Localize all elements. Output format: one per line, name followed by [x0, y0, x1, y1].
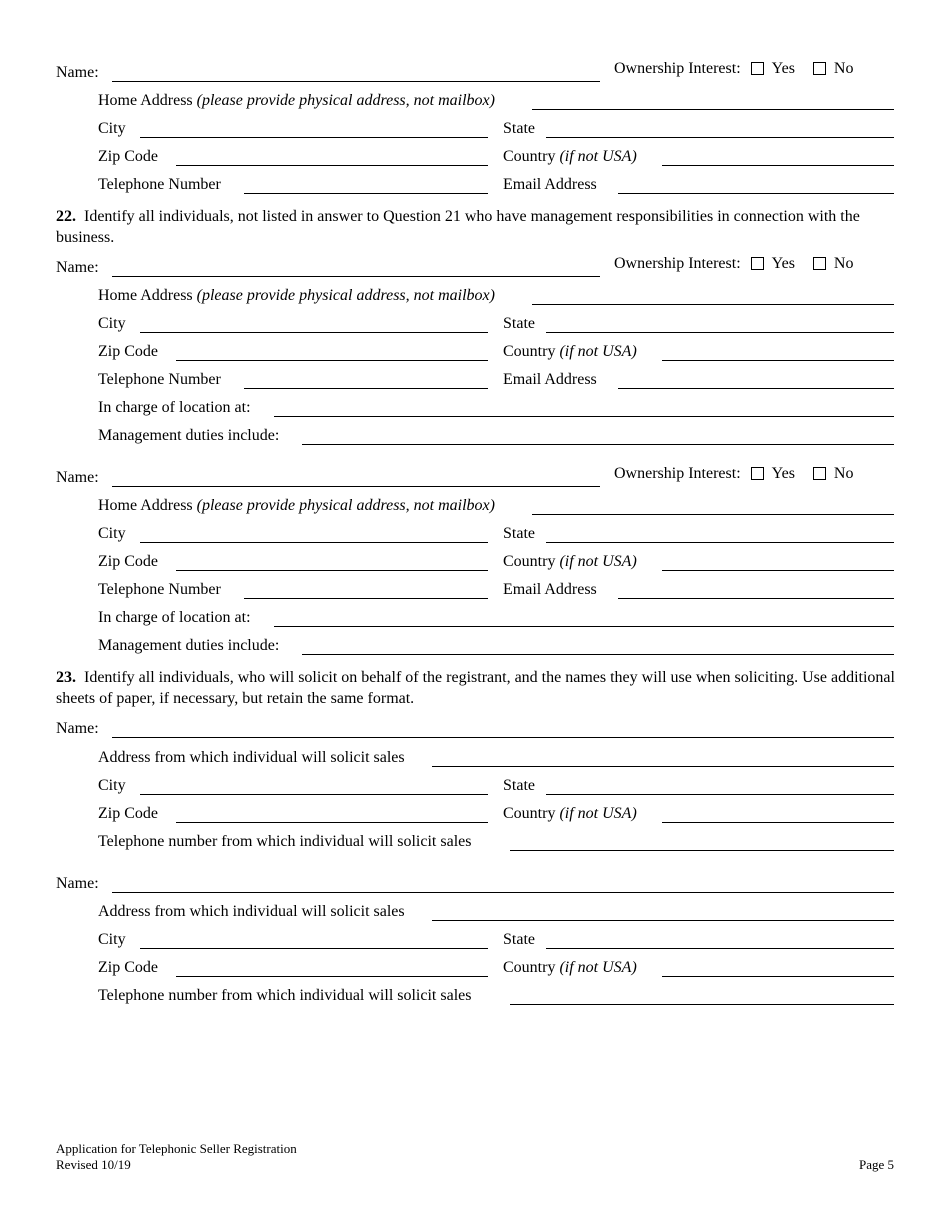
zip-code-label: Zip Code — [98, 148, 158, 165]
name-label: Name: — [56, 875, 99, 892]
manager-1-name-row — [0, 255, 950, 279]
home-address-label: Home Address (please provide physical address, not mailbox) — [98, 287, 495, 304]
solicitor-2-name-row — [0, 871, 950, 895]
email-field[interactable] — [618, 388, 894, 389]
state-label: State — [503, 120, 535, 137]
country-label: Country (if not USA) — [503, 959, 637, 976]
city-label: City — [98, 120, 126, 137]
city-label: City — [98, 525, 126, 542]
ownership-interest-label: Ownership Interest: — [614, 60, 741, 77]
question-22-text: Identify all individuals, not listed in answer to Question 21 who have management responsibilities in connection with the business. — [56, 208, 860, 246]
question-22-number: 22. — [56, 208, 76, 225]
country-label: Country (if not USA) — [503, 805, 637, 822]
email-label: Email Address — [503, 176, 597, 193]
person-block-21-name-row — [0, 60, 950, 84]
name-field[interactable] — [112, 486, 600, 487]
ownership-interest — [614, 60, 853, 78]
zip-code-field[interactable] — [176, 976, 488, 977]
ownership-yes-checkbox[interactable] — [751, 62, 764, 75]
question-23 — [56, 667, 896, 709]
country-label: Country (if not USA) — [503, 148, 637, 165]
zip-code-field[interactable] — [176, 165, 488, 166]
home-address-field[interactable] — [532, 514, 894, 515]
ownership-no-checkbox[interactable] — [813, 62, 826, 75]
name-label: Name: — [56, 469, 99, 486]
manager-2-name-row — [0, 465, 950, 489]
name-label: Name: — [56, 720, 99, 737]
management-duties-label: Management duties include: — [98, 427, 280, 444]
country-field[interactable] — [662, 976, 894, 977]
city-field[interactable] — [140, 332, 488, 333]
email-field[interactable] — [618, 193, 894, 194]
question-23-text: Identify all individuals, who will solicit on behalf of the registrant, and the names they will use when soliciting. Use additional sheets of paper, if necessary, but retain the same format. — [56, 669, 895, 707]
city-label: City — [98, 777, 126, 794]
state-label: State — [503, 777, 535, 794]
solicit-address-field[interactable] — [432, 920, 894, 921]
country-field[interactable] — [662, 165, 894, 166]
name-label: Name: — [56, 64, 99, 81]
home-address-label: Home Address (please provide physical address, not mailbox) — [98, 497, 495, 514]
question-22 — [56, 206, 896, 248]
country-field[interactable] — [662, 822, 894, 823]
in-charge-field[interactable] — [274, 626, 894, 627]
state-field[interactable] — [546, 948, 894, 949]
ownership-no-checkbox[interactable] — [813, 467, 826, 480]
telephone-field[interactable] — [244, 598, 488, 599]
city-field[interactable] — [140, 794, 488, 795]
telephone-label: Telephone Number — [98, 371, 221, 388]
telephone-field[interactable] — [244, 388, 488, 389]
country-label: Country (if not USA) — [503, 553, 637, 570]
name-label: Name: — [56, 259, 99, 276]
telephone-label: Telephone Number — [98, 176, 221, 193]
email-label: Email Address — [503, 371, 597, 388]
email-field[interactable] — [618, 598, 894, 599]
home-address-field[interactable] — [532, 304, 894, 305]
solicitor-1-name-row — [0, 716, 950, 740]
country-field[interactable] — [662, 570, 894, 571]
zip-code-field[interactable] — [176, 360, 488, 361]
management-duties-field[interactable] — [302, 444, 894, 445]
footer-left — [56, 1141, 297, 1173]
name-field[interactable] — [112, 81, 600, 82]
solicit-address-label: Address from which individual will solicit sales — [98, 903, 405, 920]
management-duties-field[interactable] — [302, 654, 894, 655]
home-address-label: Home Address (please provide physical address, not mailbox) — [98, 92, 495, 109]
city-field[interactable] — [140, 542, 488, 543]
solicit-telephone-label: Telephone number from which individual will solicit sales — [98, 833, 472, 850]
state-field[interactable] — [546, 794, 894, 795]
ownership-interest: Ownership Interest: Yes No — [614, 255, 854, 272]
solicit-address-field[interactable] — [432, 766, 894, 767]
state-label: State — [503, 931, 535, 948]
city-field[interactable] — [140, 948, 488, 949]
email-label: Email Address — [503, 581, 597, 598]
state-field[interactable] — [546, 137, 894, 138]
city-label: City — [98, 315, 126, 332]
country-label: Country (if not USA) — [503, 343, 637, 360]
zip-code-label: Zip Code — [98, 959, 158, 976]
name-field[interactable] — [112, 276, 600, 277]
solicit-telephone-field[interactable] — [510, 850, 894, 851]
solicit-address-label: Address from which individual will solicit sales — [98, 749, 405, 766]
state-field[interactable] — [546, 332, 894, 333]
ownership-yes-checkbox[interactable] — [751, 257, 764, 270]
solicit-telephone-label: Telephone number from which individual will solicit sales — [98, 987, 472, 1004]
yes-label: Yes — [771, 60, 795, 77]
question-23-number: 23. — [56, 669, 76, 686]
state-label: State — [503, 315, 535, 332]
in-charge-label: In charge of location at: — [98, 399, 251, 416]
solicit-telephone-field[interactable] — [510, 1004, 894, 1005]
in-charge-label: In charge of location at: — [98, 609, 251, 626]
zip-code-label: Zip Code — [98, 343, 158, 360]
footer-title: Application for Telephonic Seller Registration — [56, 1141, 297, 1156]
ownership-no-checkbox[interactable] — [813, 257, 826, 270]
telephone-field[interactable] — [244, 193, 488, 194]
footer-revised: Revised 10/19 — [56, 1157, 131, 1172]
page-number: Page 5 — [858, 1157, 894, 1172]
name-field[interactable] — [112, 892, 894, 893]
state-label: State — [503, 525, 535, 542]
ownership-yes-checkbox[interactable] — [751, 467, 764, 480]
no-label: No — [833, 60, 854, 77]
city-label: City — [98, 931, 126, 948]
country-field[interactable] — [662, 360, 894, 361]
zip-code-label: Zip Code — [98, 553, 158, 570]
zip-code-field[interactable] — [176, 822, 488, 823]
state-field[interactable] — [546, 542, 894, 543]
city-field[interactable] — [140, 137, 488, 138]
zip-code-label: Zip Code — [98, 805, 158, 822]
telephone-label: Telephone Number — [98, 581, 221, 598]
in-charge-field[interactable] — [274, 416, 894, 417]
management-duties-label: Management duties include: — [98, 637, 280, 654]
home-address-field[interactable] — [532, 109, 894, 110]
name-field[interactable] — [112, 737, 894, 738]
ownership-interest: Ownership Interest: Yes No — [614, 465, 854, 482]
zip-code-field[interactable] — [176, 570, 488, 571]
